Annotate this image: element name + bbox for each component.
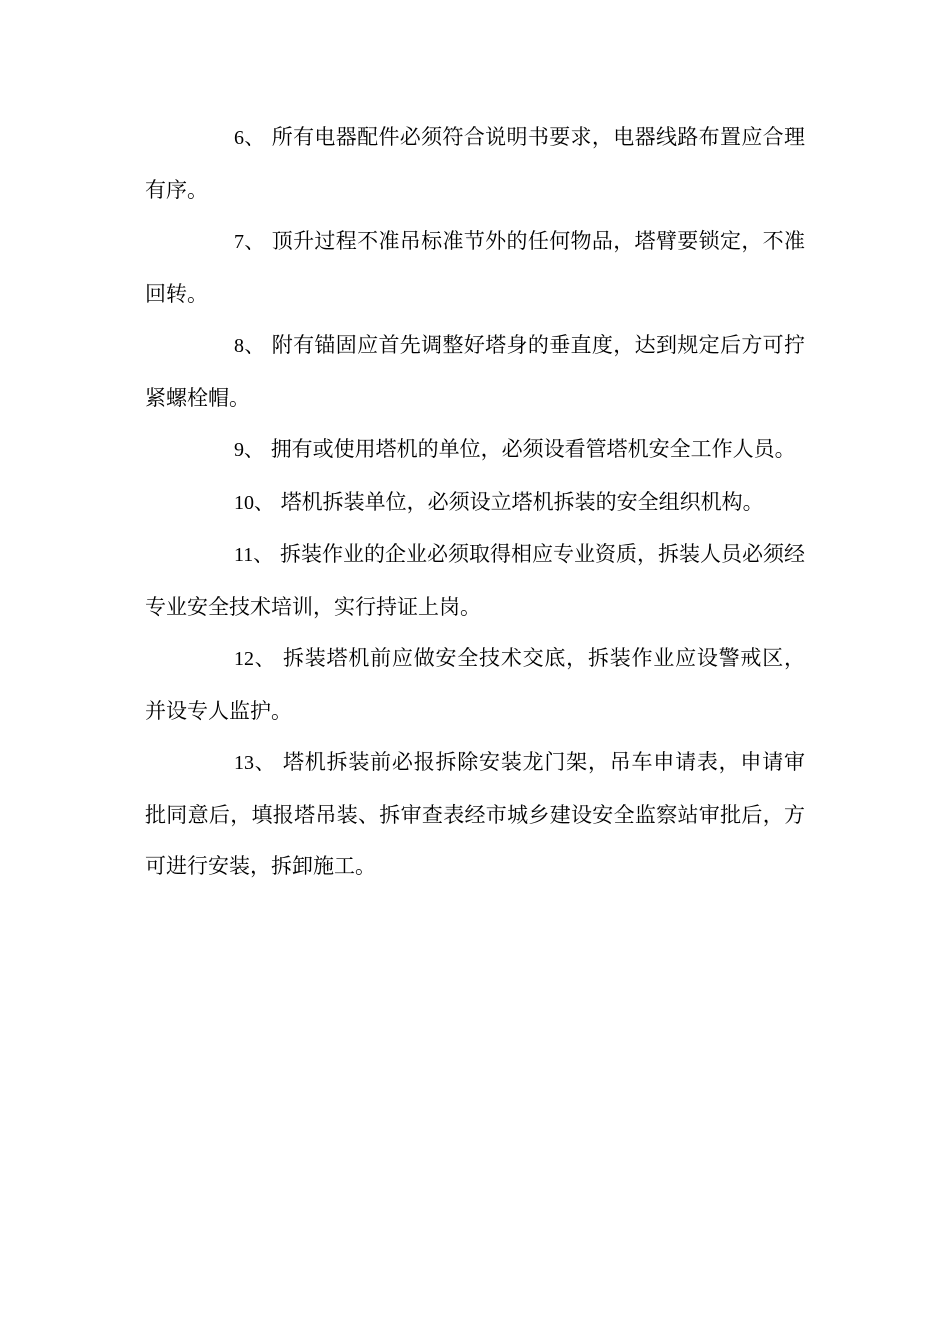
item-text: 顶升过程不准吊标准节外的任何物品，塔臂要锁定，不准回转。: [145, 229, 806, 306]
item-text: 塔机拆装前必报拆除安装龙门架，吊车申请表，申请审批同意后，填报塔吊装、拆审查表经市城乡建设安全监察站审批后，方可进行安装，拆卸施工。: [145, 750, 805, 878]
list-item-11: [145, 529, 805, 633]
item-number: 12、: [234, 648, 276, 670]
item-number: 10、: [234, 491, 274, 514]
item-text: 所有电器配件必须符合说明书要求，电器线路布置应合理有序。: [145, 125, 806, 202]
item-number: 11、: [234, 544, 274, 566]
document-body: [145, 112, 805, 893]
item-number: 9、: [234, 439, 264, 461]
item-text: 塔机拆装单位，必须设立塔机拆装的安全组织机构。: [280, 489, 764, 514]
item-text: 附有锚固应首先调整好塔身的垂直度，达到规定后方可拧紧螺栓帽。: [145, 333, 806, 410]
list-item-9: [145, 424, 805, 477]
list-item-7: [145, 216, 805, 320]
item-number: 13、: [234, 752, 276, 774]
item-text: 拥有或使用塔机的单位，必须设看管塔机安全工作人员。: [270, 437, 796, 461]
list-item-13: [145, 737, 805, 893]
item-number: 7、: [234, 231, 265, 253]
item-text: 拆装塔机前应做安全技术交底，拆装作业应设警戒区，并设专人监护。: [145, 646, 805, 723]
list-item-6: [145, 112, 805, 216]
item-number: 8、: [234, 335, 265, 357]
item-text: 拆装作业的企业必须取得相应专业资质，拆装人员必须经专业安全技术培训，实行持证上岗。: [145, 542, 805, 619]
list-item-10: [145, 477, 805, 530]
list-item-12: [145, 633, 805, 737]
list-item-8: [145, 320, 805, 424]
item-number: 6、: [234, 127, 265, 149]
